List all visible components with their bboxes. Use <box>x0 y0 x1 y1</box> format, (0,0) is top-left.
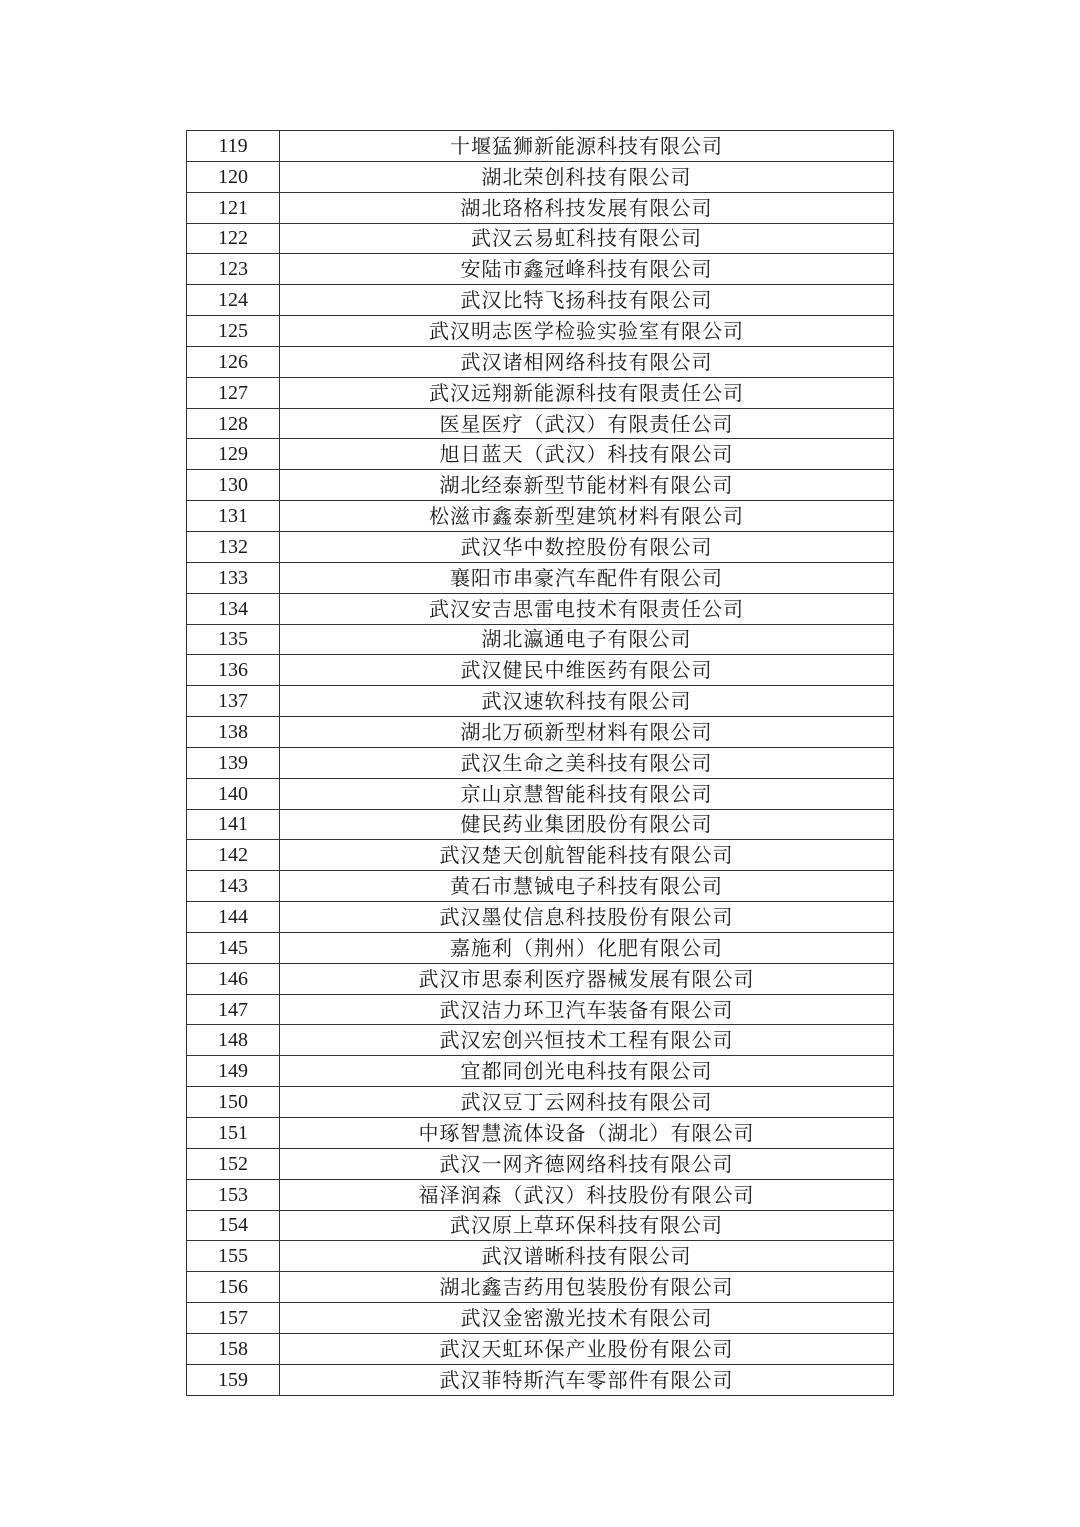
row-number-cell: 126 <box>187 346 280 377</box>
company-name-cell: 湖北瀛通电子有限公司 <box>280 624 894 655</box>
row-number-cell: 147 <box>187 994 280 1025</box>
company-name-cell: 湖北经泰新型节能材料有限公司 <box>280 470 894 501</box>
table-row <box>187 1241 894 1272</box>
company-name-cell: 福泽润森（武汉）科技股份有限公司 <box>280 1179 894 1210</box>
row-number-cell: 143 <box>187 871 280 902</box>
row-number-cell: 120 <box>187 161 280 192</box>
row-number-cell: 129 <box>187 439 280 470</box>
row-number-cell: 155 <box>187 1241 280 1272</box>
company-name-cell: 武汉谱晰科技有限公司 <box>280 1241 894 1272</box>
row-number-cell: 136 <box>187 655 280 686</box>
company-name-cell: 武汉速软科技有限公司 <box>280 686 894 717</box>
row-number-cell: 138 <box>187 717 280 748</box>
company-name-cell: 襄阳市串豪汽车配件有限公司 <box>280 562 894 593</box>
table-row <box>187 501 894 532</box>
table-row <box>187 1148 894 1179</box>
row-number-cell: 150 <box>187 1087 280 1118</box>
company-name-cell: 武汉远翔新能源科技有限责任公司 <box>280 377 894 408</box>
company-name-cell: 中琢智慧流体设备（湖北）有限公司 <box>280 1118 894 1149</box>
row-number-cell: 151 <box>187 1118 280 1149</box>
company-name-cell: 湖北珞格科技发展有限公司 <box>280 192 894 223</box>
row-number-cell: 119 <box>187 131 280 162</box>
company-name-cell: 旭日蓝天（武汉）科技有限公司 <box>280 439 894 470</box>
table-row <box>187 408 894 439</box>
company-name-cell: 黄石市慧铖电子科技有限公司 <box>280 871 894 902</box>
row-number-cell: 127 <box>187 377 280 408</box>
company-name-cell: 健民药业集团股份有限公司 <box>280 809 894 840</box>
company-name-cell: 武汉宏创兴恒技术工程有限公司 <box>280 1025 894 1056</box>
table-row <box>187 778 894 809</box>
table-row <box>187 1179 894 1210</box>
company-name-cell: 武汉天虹环保产业股份有限公司 <box>280 1333 894 1364</box>
company-name-cell: 武汉菲特斯汽车零部件有限公司 <box>280 1364 894 1395</box>
row-number-cell: 148 <box>187 1025 280 1056</box>
row-number-cell: 125 <box>187 316 280 347</box>
table-row <box>187 593 894 624</box>
table-row <box>187 346 894 377</box>
company-name-cell: 武汉一网齐德网络科技有限公司 <box>280 1148 894 1179</box>
row-number-cell: 131 <box>187 501 280 532</box>
row-number-cell: 122 <box>187 223 280 254</box>
table-row <box>187 686 894 717</box>
table-row <box>187 1087 894 1118</box>
company-name-cell: 武汉健民中维医药有限公司 <box>280 655 894 686</box>
company-name-cell: 武汉安吉思雷电技术有限责任公司 <box>280 593 894 624</box>
row-number-cell: 132 <box>187 531 280 562</box>
row-number-cell: 145 <box>187 932 280 963</box>
table-row <box>187 1333 894 1364</box>
table-row <box>187 871 894 902</box>
table-row <box>187 131 894 162</box>
row-number-cell: 121 <box>187 192 280 223</box>
company-name-cell: 湖北万硕新型材料有限公司 <box>280 717 894 748</box>
table-row <box>187 809 894 840</box>
row-number-cell: 139 <box>187 747 280 778</box>
row-number-cell: 124 <box>187 285 280 316</box>
table-row <box>187 470 894 501</box>
company-name-cell: 武汉市思泰利医疗器械发展有限公司 <box>280 963 894 994</box>
row-number-cell: 128 <box>187 408 280 439</box>
row-number-cell: 140 <box>187 778 280 809</box>
table-row <box>187 377 894 408</box>
company-name-cell: 武汉明志医学检验实验室有限公司 <box>280 316 894 347</box>
row-number-cell: 133 <box>187 562 280 593</box>
company-name-cell: 武汉原上草环保科技有限公司 <box>280 1210 894 1241</box>
row-number-cell: 154 <box>187 1210 280 1241</box>
table-row <box>187 1272 894 1303</box>
table-row <box>187 717 894 748</box>
table-row <box>187 316 894 347</box>
table-row <box>187 562 894 593</box>
table-row <box>187 1210 894 1241</box>
company-list-table <box>186 130 894 1396</box>
row-number-cell: 141 <box>187 809 280 840</box>
table-row <box>187 902 894 933</box>
table-row <box>187 932 894 963</box>
company-name-cell: 武汉金密激光技术有限公司 <box>280 1303 894 1334</box>
company-name-cell: 武汉豆丁云网科技有限公司 <box>280 1087 894 1118</box>
row-number-cell: 159 <box>187 1364 280 1395</box>
company-name-cell: 安陆市鑫冠峰科技有限公司 <box>280 254 894 285</box>
table-row <box>187 1056 894 1087</box>
table-row <box>187 994 894 1025</box>
company-name-cell: 宜都同创光电科技有限公司 <box>280 1056 894 1087</box>
company-name-cell: 武汉比特飞扬科技有限公司 <box>280 285 894 316</box>
row-number-cell: 158 <box>187 1333 280 1364</box>
table-row <box>187 655 894 686</box>
company-list-body <box>187 131 894 1396</box>
row-number-cell: 123 <box>187 254 280 285</box>
row-number-cell: 149 <box>187 1056 280 1087</box>
company-name-cell: 京山京慧智能科技有限公司 <box>280 778 894 809</box>
table-row <box>187 161 894 192</box>
row-number-cell: 130 <box>187 470 280 501</box>
table-row <box>187 963 894 994</box>
company-name-cell: 湖北鑫吉药用包装股份有限公司 <box>280 1272 894 1303</box>
row-number-cell: 146 <box>187 963 280 994</box>
row-number-cell: 156 <box>187 1272 280 1303</box>
table-row <box>187 1364 894 1395</box>
company-name-cell: 武汉生命之美科技有限公司 <box>280 747 894 778</box>
row-number-cell: 144 <box>187 902 280 933</box>
table-row <box>187 192 894 223</box>
table-row <box>187 439 894 470</box>
table-row <box>187 624 894 655</box>
table-row <box>187 840 894 871</box>
company-name-cell: 十堰猛狮新能源科技有限公司 <box>280 131 894 162</box>
row-number-cell: 142 <box>187 840 280 871</box>
row-number-cell: 152 <box>187 1148 280 1179</box>
company-name-cell: 武汉云易虹科技有限公司 <box>280 223 894 254</box>
company-name-cell: 武汉墨仗信息科技股份有限公司 <box>280 902 894 933</box>
company-name-cell: 武汉诸相网络科技有限公司 <box>280 346 894 377</box>
company-name-cell: 武汉楚天创航智能科技有限公司 <box>280 840 894 871</box>
table-row <box>187 1303 894 1334</box>
row-number-cell: 135 <box>187 624 280 655</box>
row-number-cell: 157 <box>187 1303 280 1334</box>
company-name-cell: 武汉洁力环卫汽车装备有限公司 <box>280 994 894 1025</box>
company-name-cell: 医星医疗（武汉）有限责任公司 <box>280 408 894 439</box>
company-name-cell: 嘉施利（荆州）化肥有限公司 <box>280 932 894 963</box>
table-row <box>187 223 894 254</box>
table-row <box>187 254 894 285</box>
row-number-cell: 134 <box>187 593 280 624</box>
company-name-cell: 湖北荣创科技有限公司 <box>280 161 894 192</box>
row-number-cell: 137 <box>187 686 280 717</box>
company-name-cell: 武汉华中数控股份有限公司 <box>280 531 894 562</box>
table-row <box>187 1025 894 1056</box>
table-row <box>187 285 894 316</box>
table-row <box>187 747 894 778</box>
company-name-cell: 松滋市鑫泰新型建筑材料有限公司 <box>280 501 894 532</box>
table-row <box>187 531 894 562</box>
row-number-cell: 153 <box>187 1179 280 1210</box>
table-row <box>187 1118 894 1149</box>
